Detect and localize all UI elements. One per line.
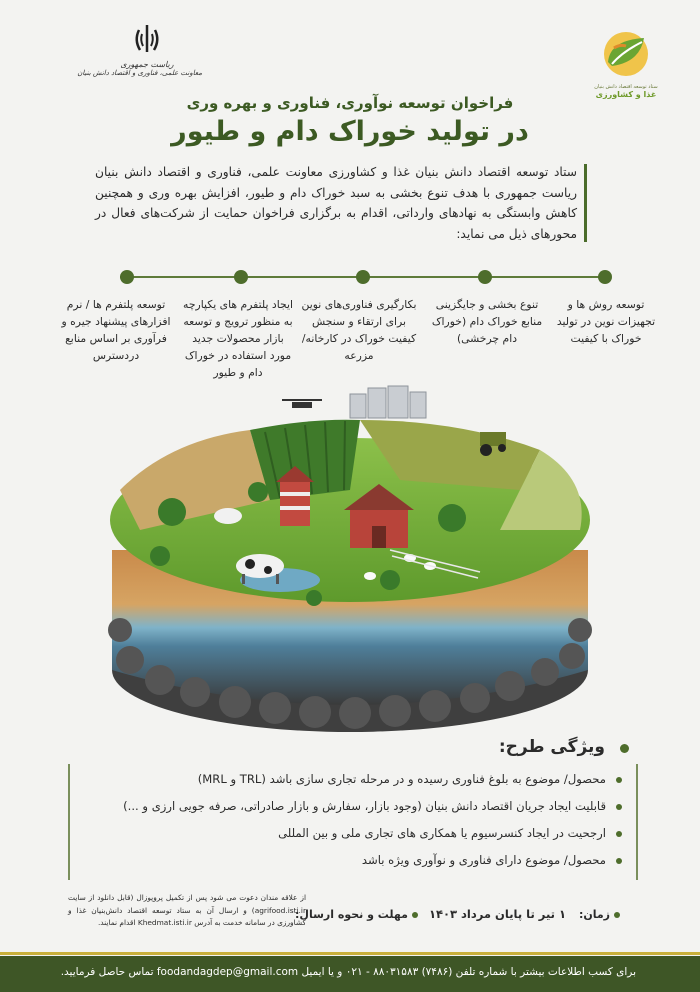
feature-item: محصول/ موضوع دارای فناوری و نوآوری ویژه باشد bbox=[82, 847, 622, 874]
presidency-line: ریاست جمهوری bbox=[120, 60, 174, 69]
axis-item: توسعه پلتفرم ها / نرم افزارهای پیشنهاد جیره و فرآوری بر اساس منابع دردسترس bbox=[61, 298, 171, 362]
footer-stripe bbox=[0, 952, 700, 955]
feature-item: محصول/ موضوع به بلوغ فناوری رسیده و در مرحله تجاری سازی باشد (TRL و MRL) bbox=[82, 766, 622, 793]
feature-item: ارجحیت در ایجاد کنسرسیوم یا همکاری های تجاری ملی و بین المللی bbox=[82, 820, 622, 847]
timeline-dot bbox=[356, 270, 370, 284]
axis-item: تنوع بخشی و جایگزینی منابع خوراک دام (خوراک دام چرخشی) bbox=[431, 298, 543, 345]
leaf-logo-icon bbox=[600, 28, 652, 80]
axis-item: بکارگیری فناوری‌های نوین برای ارتقاء و سنجش کیفیت خوراک در کارخانه/مزرعه bbox=[301, 298, 417, 362]
intro-accent-bar bbox=[584, 164, 587, 242]
time-bullet bbox=[614, 912, 620, 918]
features-heading: ویژگی طرح: bbox=[498, 737, 605, 757]
deadline-bullet bbox=[412, 912, 418, 918]
deadline-note: از علاقه مندان دعوت می شود پس از تکمیل پروپوزال (قابل دانلود از سایت agrifood.isti.ir) و ارسال آن به ستاد توسعه اقتصاد دانش‌بنیان غذا و کشاورزی در سامانه خدمت به آدرس Khedmat.isti.ir اقدام نمایند. bbox=[68, 893, 306, 927]
timeline-dot bbox=[478, 270, 492, 284]
time-value: ۱ تیر تا پایان مرداد ۱۴۰۳ bbox=[428, 907, 566, 921]
timeline-dot bbox=[598, 270, 612, 284]
timeline-dot bbox=[234, 270, 248, 284]
intro-section bbox=[95, 162, 587, 244]
feature-item: قابلیت ایجاد جریان اقتصاد دانش بنیان (وجود بازار، سفارش و بازار صادراتی، صرفه جویی ارزی و ...) bbox=[82, 793, 622, 820]
axis-item: توسعه روش ها و تجهیزات نوین در تولید خوراک با کیفیت bbox=[556, 298, 656, 345]
call-subtitle: در تولید خوراک دام و طیور bbox=[171, 116, 529, 147]
presidency-logo bbox=[77, 22, 202, 77]
axes-timeline bbox=[120, 270, 610, 284]
logo-subtext: ستاد توسعه اقتصاد دانش بنیان bbox=[594, 84, 658, 90]
call-title: فراخوان توسعه نوآوری، فناوری و بهره وری bbox=[186, 94, 514, 112]
axis-item: ایجاد پلتفرم های یکپارچه به منظور ترویج و توسعه بازار محصولات جدید مورد استفاده در خوراک دام و طیور bbox=[183, 298, 293, 379]
timeline-dot bbox=[120, 270, 134, 284]
drone-icon bbox=[282, 400, 322, 408]
deadline-label-text: مهلت و نحوه ارسال: bbox=[295, 908, 408, 921]
intro-paragraph: ستاد توسعه اقتصاد دانش بنیان غذا و کشاورزی معاونت علمی، فناوری و اقتصاد دانش بنیان ریاست جمهوری با هدف تنوع بخشی به سبد خوراک دام و طیور، افزایش بهره وری و همچنین کاهش وابستگی به نهادهای وارداتی، اقدام به برگزاری فراخوان حمایت از شرکت‌های فعال در محورهای ذیل می نماید: bbox=[95, 165, 577, 241]
footer-bar bbox=[0, 956, 700, 992]
time-label-text: زمان: bbox=[578, 908, 610, 921]
farm-illustration bbox=[100, 380, 600, 740]
contact-info: برای کسب اطلاعات بیشتر با شماره تلفن (۷۴۸۶) ۸۸۰۳۱۵۸۳ - ۰۲۱ و یا ایمیل foodandagdep@gmail.com تماس حاصل فرمایید. bbox=[60, 966, 636, 978]
features-heading-bullet bbox=[620, 744, 629, 753]
deadline-label bbox=[295, 908, 418, 921]
features-list bbox=[82, 766, 622, 874]
logo-brand: غذا و کشاورزی bbox=[595, 90, 657, 99]
time-label bbox=[579, 908, 620, 921]
ministry-leaf-logo bbox=[586, 28, 666, 99]
vice-presidency-line: معاونت علمی، فناوری و اقتصاد دانش بنیان bbox=[77, 69, 202, 77]
iran-emblem-icon bbox=[130, 22, 164, 56]
